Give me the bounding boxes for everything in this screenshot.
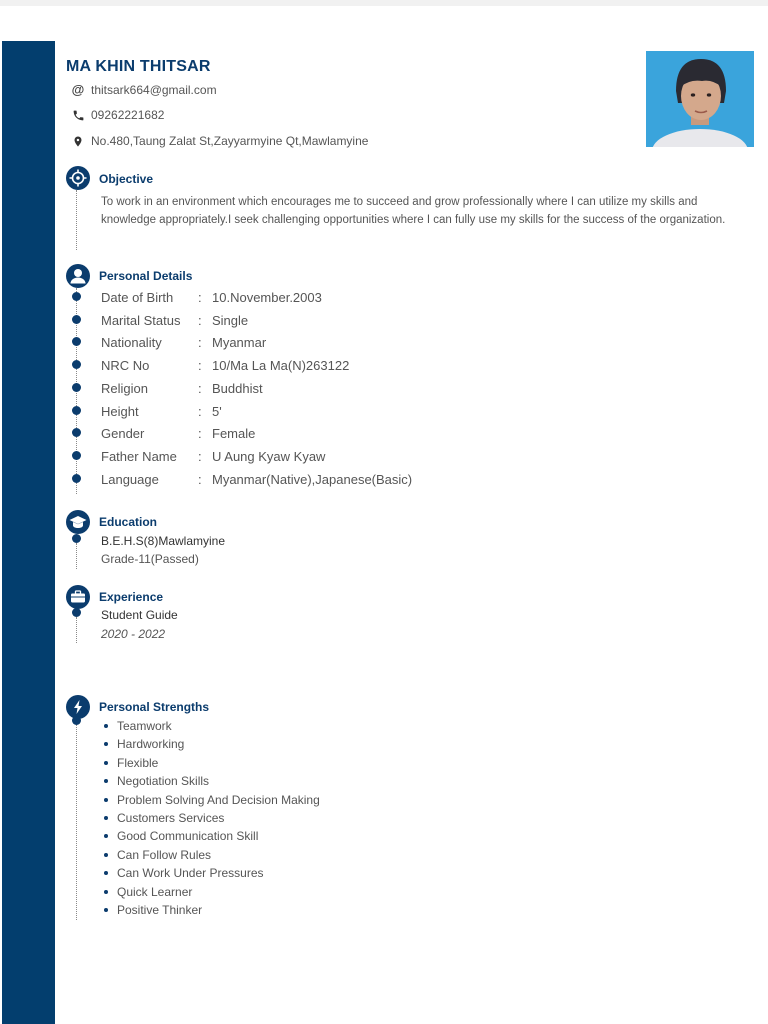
personal-detail-value: Single — [212, 313, 249, 328]
personal-detail-row — [101, 381, 263, 396]
personal-detail-bullet — [72, 360, 81, 369]
personal-details-heading: Personal Details — [99, 269, 193, 283]
strengths-timeline-line — [76, 725, 77, 920]
phone-icon — [70, 109, 86, 122]
experience-heading: Experience — [99, 590, 164, 604]
strength-bullet — [104, 798, 108, 802]
personal-detail-colon: : — [198, 426, 202, 441]
strength-bullet — [104, 853, 108, 857]
strength-bullet — [104, 761, 108, 765]
personal-detail-bullet — [72, 292, 81, 301]
address-text: No.480,Taung Zalat St,Zayyarmyine Qt,Mawlamyine — [91, 134, 369, 148]
strength-text: Can Work Under Pressures — [117, 866, 264, 880]
objective-heading: Objective — [99, 172, 154, 186]
email-text: thitsark664@gmail.com — [91, 82, 217, 97]
strength-text: Negotiation Skills — [117, 774, 210, 788]
personal-detail-row — [101, 335, 266, 350]
strengths-bullet — [72, 716, 81, 725]
contact-address — [70, 134, 368, 148]
strengths-heading: Personal Strengths — [99, 700, 210, 714]
personal-detail-value: Myanmar — [212, 335, 267, 350]
strength-bullet — [104, 908, 108, 912]
personal-detail-colon: : — [198, 404, 202, 419]
briefcase-icon — [66, 585, 90, 609]
personal-detail-label: Father Name — [101, 449, 177, 464]
strength-text: Quick Learner — [117, 885, 193, 899]
strength-text: Problem Solving And Decision Making — [117, 793, 320, 807]
personal-detail-row — [101, 290, 322, 305]
personal-detail-label: Date of Birth — [101, 290, 174, 305]
strength-text: Good Communication Skill — [117, 829, 259, 843]
strength-text: Customers Services — [117, 811, 225, 825]
experience-period: 2020 - 2022 — [101, 627, 166, 641]
personal-detail-label: NRC No — [101, 358, 150, 373]
location-pin-icon — [70, 135, 86, 148]
strength-item — [104, 737, 184, 751]
personal-detail-row — [101, 472, 412, 487]
personal-detail-bullet — [72, 451, 81, 460]
personal-detail-bullet — [72, 337, 81, 346]
contact-email — [70, 82, 217, 97]
personal-detail-value: Myanmar(Native),Japanese(Basic) — [212, 472, 413, 487]
personal-detail-label: Marital Status — [101, 313, 181, 328]
person-icon — [66, 264, 90, 288]
strength-bullet — [104, 779, 108, 783]
personal-detail-row — [101, 313, 248, 328]
graduation-cap-icon — [66, 510, 90, 534]
phone-text: 09262221682 — [91, 108, 165, 122]
strength-bullet — [104, 724, 108, 728]
left-sidebar-band — [2, 41, 55, 1024]
objective-target-icon — [66, 166, 90, 190]
contact-phone — [70, 108, 164, 122]
personal-detail-row — [101, 358, 349, 373]
personal-detail-colon: : — [198, 381, 202, 396]
personal-detail-value: Buddhist — [212, 381, 263, 396]
personal-detail-label: Gender — [101, 426, 145, 441]
personal-detail-row — [101, 449, 325, 464]
strength-text: Teamwork — [117, 719, 172, 733]
education-timeline-line — [76, 543, 77, 569]
education-grade: Grade-11(Passed) — [101, 552, 199, 566]
candidate-name: MA KHIN THITSAR — [66, 58, 211, 75]
personal-detail-colon: : — [198, 335, 202, 350]
strength-text: Hardworking — [117, 737, 185, 751]
strength-item — [104, 793, 320, 807]
experience-timeline-line — [76, 617, 77, 643]
personal-detail-value: 5' — [212, 404, 222, 419]
personal-detail-value: U Aung Kyaw Kyaw — [212, 449, 326, 464]
personal-detail-value: Female — [212, 426, 256, 441]
strength-bullet — [104, 890, 108, 894]
personal-detail-row — [101, 404, 222, 419]
education-heading: Education — [99, 515, 158, 529]
personal-detail-bullet — [72, 383, 81, 392]
personal-detail-bullet — [72, 406, 81, 415]
strength-item — [104, 756, 158, 770]
top-strip — [0, 0, 768, 6]
education-bullet — [72, 534, 81, 543]
experience-role: Student Guide — [101, 608, 178, 622]
objective-text: To work in an environment which encourages me to succeed and grow professionally where I can utilize my skills and knowledge appropriately.I seek challenging opportunities where I can fully use my skills for the success of the organization. — [101, 196, 726, 226]
objective-timeline-line — [76, 190, 77, 250]
strength-item — [104, 866, 264, 880]
strength-bullet — [104, 742, 108, 746]
experience-bullet — [72, 608, 81, 617]
strength-text: Flexible — [117, 756, 159, 770]
strength-item — [104, 829, 258, 843]
personal-detail-row — [101, 426, 255, 441]
personal-detail-value: 10/Ma La Ma(N)263122 — [212, 358, 350, 373]
personal-detail-colon: : — [198, 449, 202, 464]
personal-detail-colon: : — [198, 313, 202, 328]
personal-detail-value: 10.November.2003 — [212, 290, 322, 305]
personal-detail-bullet — [72, 428, 81, 437]
strength-item — [104, 903, 202, 917]
strength-bullet — [104, 871, 108, 875]
strength-item — [104, 885, 192, 899]
strength-text: Positive Thinker — [117, 903, 203, 917]
personal-detail-label: Religion — [101, 381, 148, 396]
strength-item — [104, 848, 211, 862]
strength-item — [104, 811, 224, 825]
at-sign-icon: @ — [71, 82, 85, 97]
profile-photo — [646, 51, 754, 147]
strength-bullet — [104, 834, 108, 838]
strength-bullet — [104, 816, 108, 820]
strength-text: Can Follow Rules — [117, 848, 212, 862]
personal-detail-colon: : — [198, 290, 202, 305]
strength-item — [104, 774, 209, 788]
personal-detail-label: Language — [101, 472, 159, 487]
personal-detail-bullet — [72, 474, 81, 483]
personal-detail-colon: : — [198, 358, 202, 373]
personal-detail-label: Nationality — [101, 335, 162, 350]
personal-detail-colon: : — [198, 472, 202, 487]
education-school: B.E.H.S(8)Mawlamyine — [101, 534, 226, 548]
personal-detail-label: Height — [101, 404, 139, 419]
personal-detail-bullet — [72, 315, 81, 324]
strength-item — [104, 719, 172, 733]
